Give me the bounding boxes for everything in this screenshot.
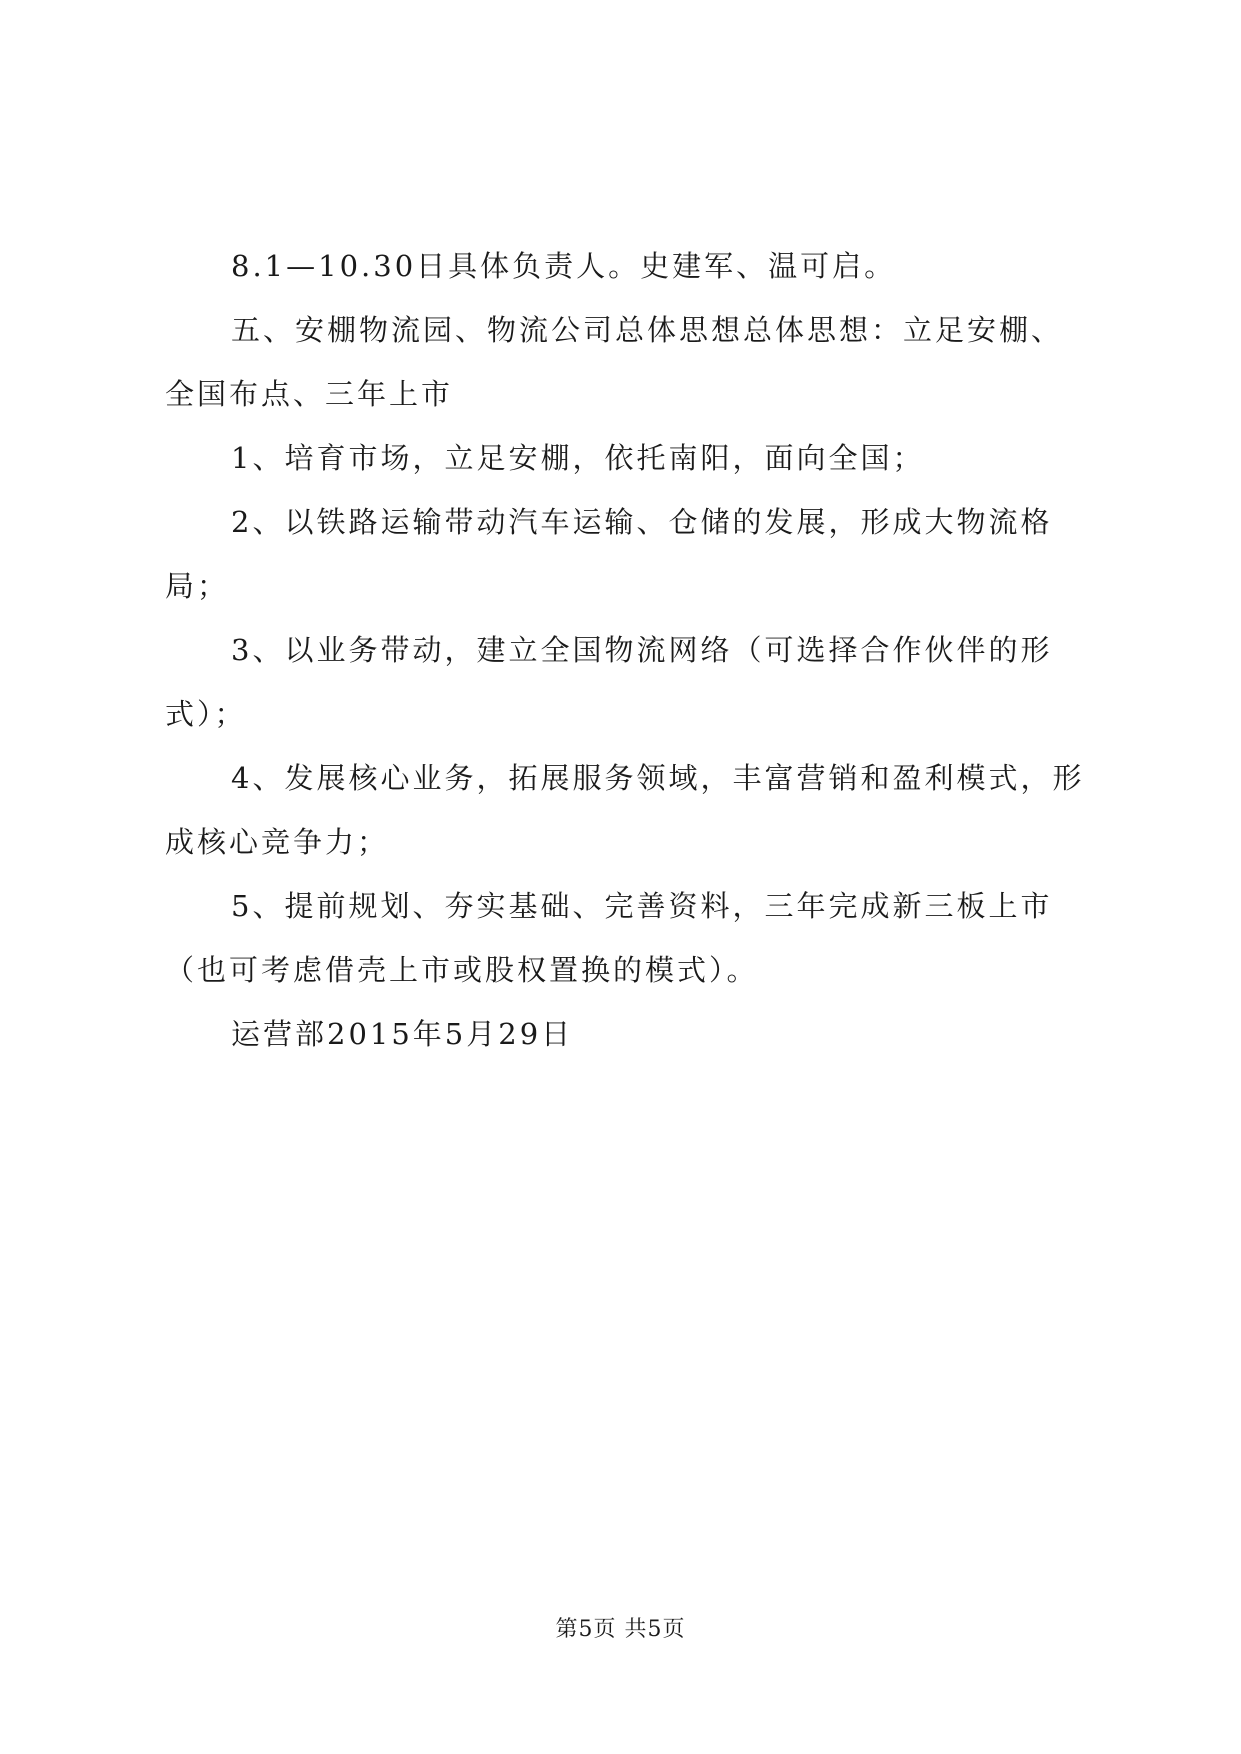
- signature-line: 运营部2015年5月29日: [231, 1017, 574, 1051]
- paragraph-item-3: 3、以业务带动，建立全国物流网络（可选择合作伙伴的形式）；: [165, 633, 1053, 731]
- paragraph-schedule: 8.1—10.30日具体负责人。史建军、温可启。: [231, 249, 897, 283]
- paragraph-item-4: 4、发展核心业务，拓展服务领域，丰富营销和盈利模式，形成核心竞争力；: [165, 761, 1085, 859]
- paragraph-item-1: 1、培育市场，立足安棚，依托南阳，面向全国；: [231, 441, 925, 475]
- document-body: [165, 234, 1085, 1066]
- paragraph-item-5: 5、提前规划、夯实基础、完善资料，三年完成新三板上市（也可考虑借壳上市或股权置换的模式）。: [165, 889, 1053, 987]
- paragraph-section-five-heading: 五、安棚物流园、物流公司总体思想总体思想：立足安棚、全国布点、三年上市: [165, 313, 1064, 411]
- paragraph-item-2: 2、以铁路运输带动汽车运输、仓储的发展，形成大物流格局；: [165, 505, 1053, 603]
- page-number-footer: 第5页 共5页: [555, 1617, 686, 1642]
